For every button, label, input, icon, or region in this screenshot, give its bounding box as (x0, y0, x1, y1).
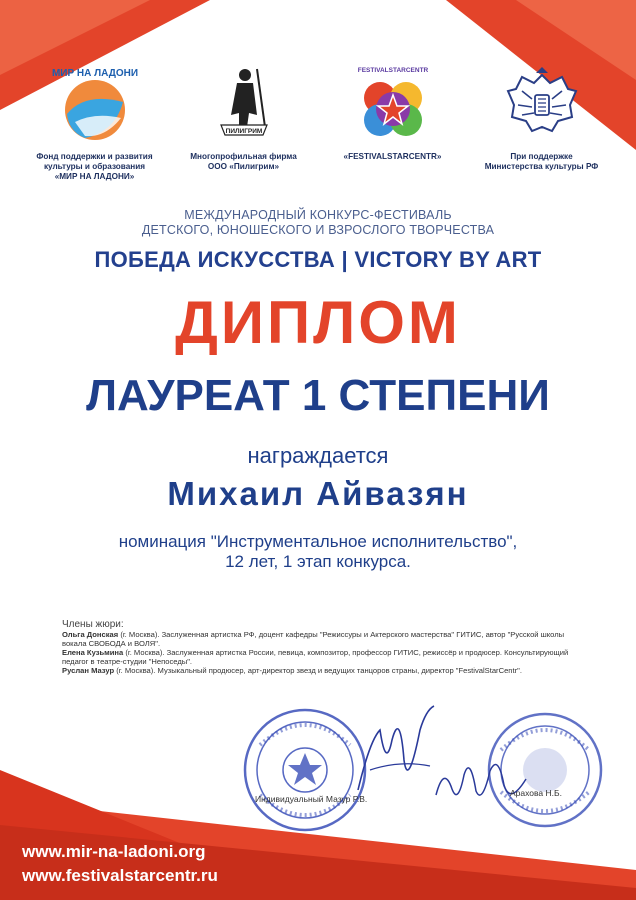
right-signature-caption: Арахова Н.Б. (510, 788, 562, 798)
nomination-text (0, 532, 636, 572)
partner-mir-na-ladoni (20, 62, 169, 182)
svg-text:МИР НА ЛАДОНИ: МИР НА ЛАДОНИ (51, 68, 138, 79)
partner-logos (20, 62, 616, 182)
jury-member-name: Ольга Донская (62, 630, 119, 639)
left-signature-caption: Индивидуальный Мазур Р.В. (255, 794, 368, 804)
contest-line-2: ДЕТСКОГО, ЮНОШЕСКОГО И ВЗРОСЛОГО ТВОРЧЕСТВА (141, 223, 495, 237)
jury-member-text: (г. Москва). Заслуженная артистка России, певица, композитор, профессор ГИТИС, режиссёр и продюсер. Консультирующий педагог в театре-студии "Непоседы". (62, 648, 569, 666)
url-mir-na-ladoni[interactable]: www.mir-na-ladoni.org (22, 842, 206, 861)
jury-member-name: Елена Кузьмина (62, 648, 124, 657)
jury-member-text: (г. Москва). Музыкальный продюсер, арт-директор звезд и ведущих танцоров страны, директор "FestivalStarCentr". (114, 666, 522, 675)
caption-line: «МИР НА ЛАДОНИ» (54, 172, 135, 181)
caption-line: Министерства культуры РФ (484, 162, 599, 171)
caption-line: Многопрофильная фирма (190, 152, 297, 161)
jury-heading: Члены жюри: (62, 619, 124, 630)
caption-line: культуры и образования (43, 162, 146, 171)
contest-subtitle (0, 208, 636, 238)
caption-line: ООО «Пилигрим» (207, 162, 280, 171)
url-festivalstarcentr[interactable]: www.festivalstarcentr.ru (22, 866, 218, 885)
jury-list (62, 620, 582, 675)
mir-na-ladoni-logo-icon (45, 62, 145, 148)
partner-ministry-culture (467, 62, 616, 182)
contest-line-1: МЕЖДУНАРОДНЫЙ КОНКУРС-ФЕСТИВАЛЬ (184, 208, 452, 222)
caption-line: «FESTIVALSTARCENTR» (343, 152, 442, 161)
nomination-line-1: номинация "Инструментальное исполнительство", (118, 532, 518, 551)
caption-line: Фонд поддержки и развития (36, 152, 153, 161)
right-handwritten-signature (430, 745, 530, 815)
recipient-name: Михаил Айвазян (167, 475, 469, 512)
partner-piligrim (169, 62, 318, 182)
jury-member (62, 630, 582, 648)
nomination-line-2: 12 лет, 1 этап конкурса. (225, 552, 411, 571)
diploma-heading: ДИПЛОМ (175, 289, 461, 356)
awarded-label: награждается (247, 443, 389, 468)
caption-line: При поддержке (510, 152, 573, 161)
jury-member-text: (г. Москва). Заслуженная артистка РФ, доцент кафедры "Режиссуры и Актерского мастерства" ГИТИС, автор "Русской школы вокала СВОБОДА и ВОЛЯ". (62, 630, 565, 648)
double-headed-eagle-emblem-icon (502, 65, 582, 145)
partner-festivalstarcentr (318, 62, 467, 182)
jury-member-name: Руслан Мазур (62, 666, 115, 675)
contest-title: ПОБЕДА ИСКУССТВА | VICTORY BY ART (94, 247, 542, 272)
jury-member (62, 648, 582, 666)
laureate-degree: ЛАУРЕАТ 1 СТЕПЕНИ (86, 371, 550, 420)
jury-member (62, 666, 582, 675)
piligrim-logo-icon (209, 65, 279, 145)
svg-text:ПИЛИГРИМ: ПИЛИГРИМ (225, 128, 262, 135)
svg-text:FESTIVALSTARCENTR: FESTIVALSTARCENTR (357, 67, 428, 74)
festivalstarcentr-logo-icon (350, 62, 436, 148)
footer-urls (22, 840, 218, 888)
